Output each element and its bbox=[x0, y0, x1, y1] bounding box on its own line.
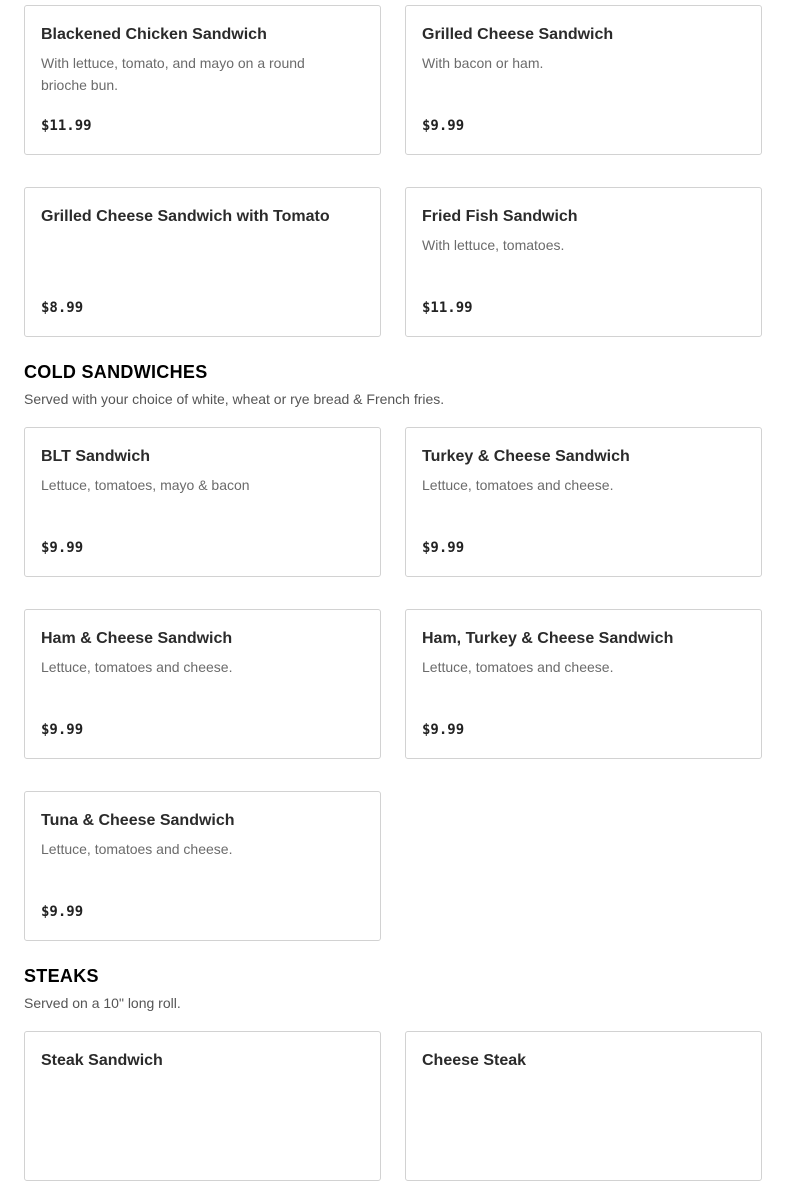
menu-item-description: Lettuce, tomatoes, mayo & bacon bbox=[41, 477, 250, 493]
menu-item-name: Blackened Chicken Sandwich bbox=[41, 26, 267, 43]
menu-item-description: Lettuce, tomatoes and cheese. bbox=[41, 659, 233, 675]
menu-item-price: $11.99 bbox=[41, 118, 92, 134]
section-title-cold-sandwiches: COLD SANDWICHES bbox=[24, 362, 208, 382]
menu-item-name: BLT Sandwich bbox=[41, 448, 151, 465]
menu-item-name: Cheese Steak bbox=[422, 1052, 527, 1069]
menu-item-card[interactable] bbox=[405, 5, 762, 155]
menu-item-price: $9.99 bbox=[422, 722, 465, 738]
menu-item-price: $8.99 bbox=[41, 300, 84, 316]
menu-item-card[interactable] bbox=[24, 187, 381, 337]
menu-item-price: $9.99 bbox=[422, 540, 465, 556]
section-subtitle-cold-sandwiches: Served with your choice of white, wheat or rye bread & French fries. bbox=[24, 391, 445, 407]
menu-item-price: $9.99 bbox=[41, 904, 84, 920]
menu-item-card[interactable] bbox=[405, 427, 762, 577]
menu-item-name: Ham, Turkey & Cheese Sandwich bbox=[422, 630, 674, 647]
menu-item-card[interactable] bbox=[405, 1031, 762, 1181]
section-title-steaks: STEAKS bbox=[24, 966, 99, 986]
menu-item-price: $9.99 bbox=[41, 540, 84, 556]
menu-item-description: Lettuce, tomatoes and cheese. bbox=[422, 659, 614, 675]
section-subtitle-steaks: Served on a 10" long roll. bbox=[24, 995, 181, 1011]
menu-item-description: With bacon or ham. bbox=[422, 55, 544, 71]
menu-item-name: Tuna & Cheese Sandwich bbox=[41, 812, 235, 829]
menu-item-name: Fried Fish Sandwich bbox=[422, 208, 578, 225]
menu-item-price: $11.99 bbox=[422, 300, 473, 316]
menu-item-description: Lettuce, tomatoes and cheese. bbox=[41, 841, 233, 857]
menu-item-card[interactable] bbox=[24, 427, 381, 577]
menu-item-card[interactable] bbox=[24, 609, 381, 759]
menu-item-card[interactable] bbox=[24, 1031, 381, 1181]
menu-item-name: Grilled Cheese Sandwich with Tomato bbox=[41, 208, 330, 225]
menu-item-card[interactable] bbox=[405, 187, 762, 337]
menu-item-description: With lettuce, tomatoes. bbox=[422, 237, 565, 253]
menu-item-name: Steak Sandwich bbox=[41, 1052, 163, 1069]
menu-item-card[interactable] bbox=[24, 791, 381, 941]
menu-item-card[interactable] bbox=[24, 5, 381, 155]
menu-item-price: $9.99 bbox=[422, 118, 465, 134]
menu-item-name: Ham & Cheese Sandwich bbox=[41, 630, 233, 647]
menu-item-card[interactable] bbox=[405, 609, 762, 759]
menu-item-description: Lettuce, tomatoes and cheese. bbox=[422, 477, 614, 493]
menu-item-name: Turkey & Cheese Sandwich bbox=[422, 448, 630, 465]
menu-item-name: Grilled Cheese Sandwich bbox=[422, 26, 614, 43]
menu-item-description: With lettuce, tomato, and mayo on a round brioche bun. bbox=[41, 55, 305, 93]
menu-item-price: $9.99 bbox=[41, 722, 84, 738]
